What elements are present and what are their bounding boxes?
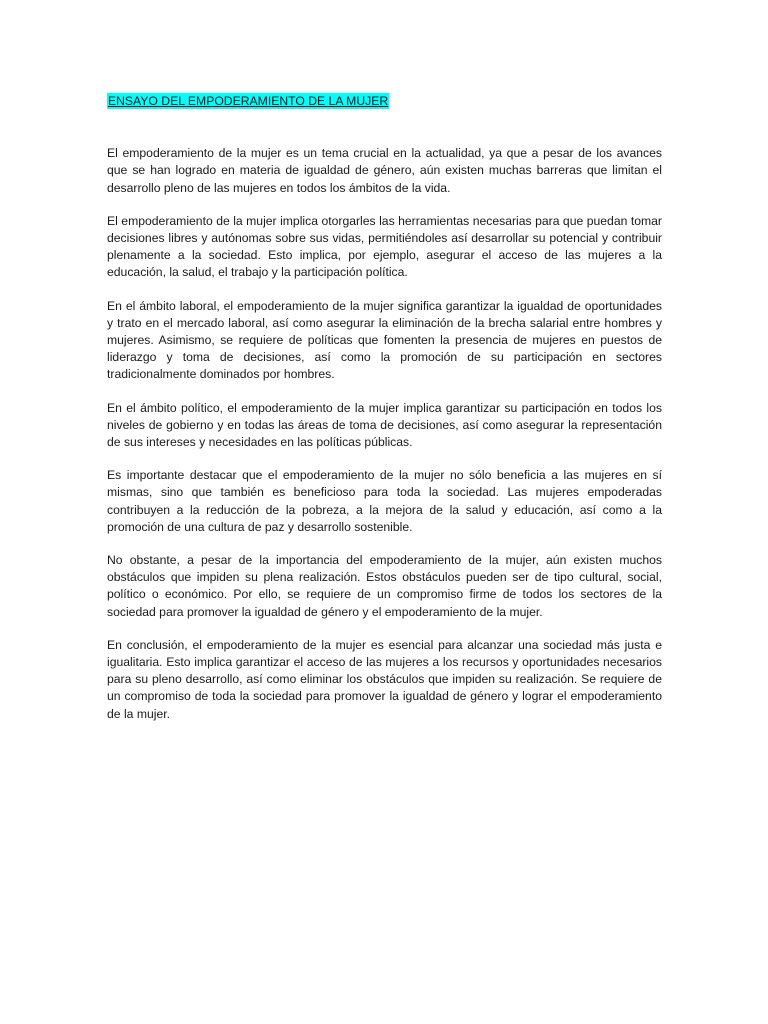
title-wrapper xyxy=(107,93,662,110)
paragraph-1: El empoderamiento de la mujer es un tema crucial en la actualidad, ya que a pesar de los avances que se han logrado en materia de igualdad de género, aún existen muchas barreras que limitan el desarrollo pleno de las mujeres en todos los ámbitos de la vida. xyxy=(107,146,662,195)
paragraph-2: El empoderamiento de la mujer implica otorgarles las herramientas necesarias para que puedan tomar decisiones libres y autónomas sobre sus vidas, permitiéndoles así desarrollar su potencial y contribuir plenamente a la sociedad. Esto implica, por ejemplo, asegurar el acceso de las mujeres a la educación, la salud, el trabajo y la participación política. xyxy=(107,213,662,280)
paragraph-7: En conclusión, el empoderamiento de la mujer es esencial para alcanzar una sociedad más justa e igualitaria. Esto implica garantizar el acceso de las mujeres a los recursos y oportunidades necesarios para su pleno desarrollo, así como eliminar los obstáculos que impiden su realización. Se requiere de un compromiso de toda la sociedad para promover la igualdad de género y lograr el empoderamiento de la mujer. xyxy=(107,637,662,721)
document-title: ENSAYO DEL EMPODERAMIENTO DE LA MUJER xyxy=(108,94,389,108)
paragraph-6: No obstante, a pesar de la importancia del empoderamiento de la mujer, aún existen muchos obstáculos que impiden su plena realización. Estos obstáculos pueden ser de tipo cultural, social, político o económico. Por ello, se requiere de un compromiso firme de todos los sectores de la sociedad para promover la igualdad de género y el empoderamiento de la mujer. xyxy=(107,553,662,619)
paragraph-4: En el ámbito político, el empoderamiento de la mujer implica garantizar su participación en todos los niveles de gobierno y en todas las áreas de toma de decisiones, así como asegurar la representación de sus intereses y necesidades en las políticas públicas. xyxy=(107,400,662,450)
paragraph-5: Es importante destacar que el empoderamiento de la mujer no sólo beneficia a las mujeres en sí mismas, sino que también es beneficioso para toda la sociedad. Las mujeres empoderadas contribuyen a la reducción de la pobreza, a la mejora de la salud y educación, así como a la promoción de una cultura de paz y desarrollo sostenible. xyxy=(107,468,662,534)
document-body xyxy=(107,93,662,739)
paragraph-3: En el ámbito laboral, el empoderamiento de la mujer significa garantizar la igualdad de oportunidades y trato en el mercado laboral, así como asegurar la eliminación de la brecha salarial entre hombres y mujeres. Asimismo, se requiere de políticas que fomenten la presencia de mujeres en puestos de liderazgo y toma de decisiones, así como la promoción de su participación en sectores tradicionalmente dominados por hombres. xyxy=(107,298,662,382)
